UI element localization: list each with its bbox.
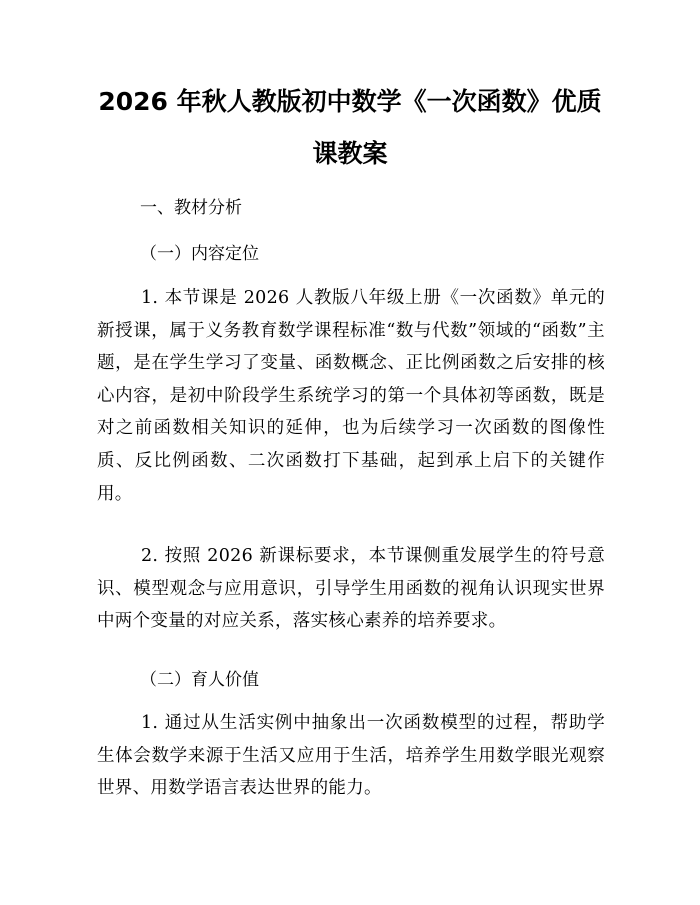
subsection-heading-2: （二）育人价值 (140, 670, 259, 690)
paragraph-2-text: 2. 按照 2026 新课标要求，本节课侧重发展学生的符号意识、模型观念与应用意识，引导学生用函数的视角认识现实世界中两个变量的对应关系，落实核心素养的培养要求。 (97, 546, 605, 632)
subsection-heading-1: （一）内容定位 (140, 244, 259, 264)
section-heading-1: 一、教材分析 (140, 198, 242, 218)
paragraph-3-text: 1. 通过从生活实例中抽象出一次函数模型的过程，帮助学生体会数学来源于生活又应用于生活，培养学生用数学眼光观察世界、用数学语言表达世界的能力。 (97, 713, 605, 799)
title-line-1: 2026 年秋人教版初中数学《一次函数》优质 (98, 87, 602, 116)
title-line-2: 课教案 (312, 139, 388, 168)
paragraph-2 (97, 540, 605, 638)
document-title (60, 76, 640, 180)
paragraph-1-text: 1. 本节课是 2026 人教版八年级上册《一次函数》单元的新授课，属于义务教育数学课程标准“数与代数”领域的“函数”主题，是在学生学习了变量、函数概念、正比例函数之后安排的核心内容，是初中阶段学生系统学习的第一个具体初等函数，既是对之前函数相关知识的延伸，也为后续学习一次函数的图像性质、反比例函数、二次函数打下基础，起到承上启下的关键作用。 (97, 288, 605, 504)
paragraph-1 (97, 282, 605, 510)
paragraph-3 (97, 707, 605, 805)
